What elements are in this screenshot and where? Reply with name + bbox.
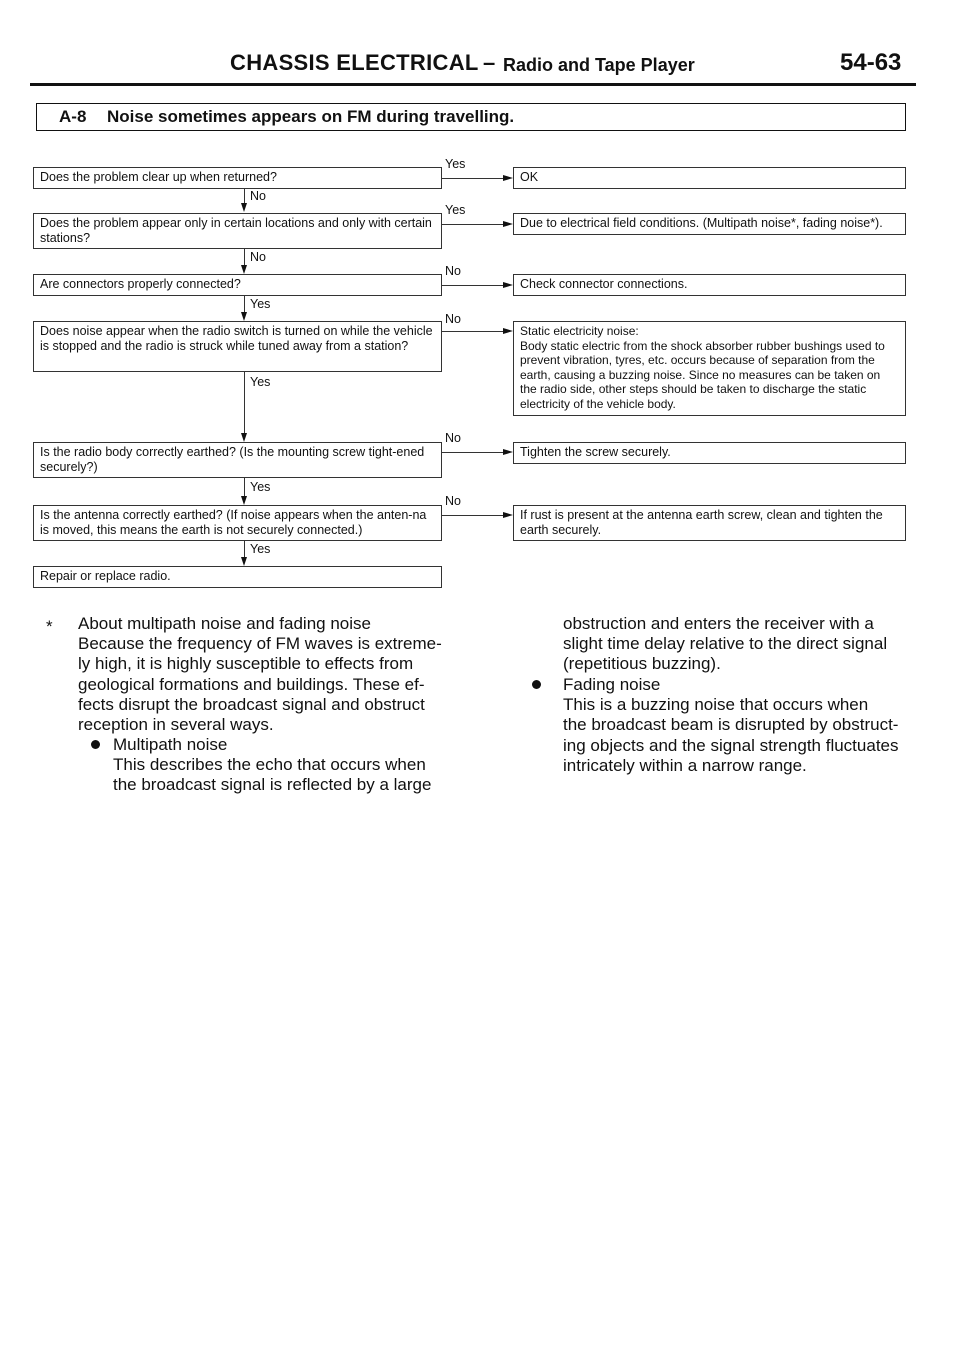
notes-line: (repetitious buzzing). <box>563 654 721 674</box>
result-box-4 <box>513 321 906 416</box>
branch-label-no-1: No <box>250 189 266 203</box>
notes-fading <box>563 675 899 776</box>
connector-h3 <box>442 285 504 286</box>
notes-line: reception in several ways. <box>78 715 274 735</box>
arrow-down-icon <box>241 312 247 321</box>
notes-line: ly high, it is highly susceptible to effects from <box>78 654 414 674</box>
procedure-code: A-8 <box>59 107 87 126</box>
connector-v1 <box>244 189 245 203</box>
question-box-3: Are connectors properly connected? <box>33 274 442 296</box>
branch-label-no-2: No <box>250 250 266 264</box>
question-box-4: Does noise appear when the radio switch is turned on while the vehicle is stopped and the radio is struck while tuned away from a station? <box>33 321 442 372</box>
header-rule <box>30 83 916 86</box>
notes-line: the broadcast signal is reflected by a large <box>113 775 432 795</box>
result-box-3: Check connector connections. <box>513 274 906 296</box>
connector-h2 <box>442 224 504 225</box>
connector-v4 <box>244 372 245 433</box>
arrow-right-icon <box>503 328 513 334</box>
subsection-title: Radio and Tape Player <box>503 55 695 75</box>
question-box-2: Does the problem appear only in certain locations and only with certain stations? <box>33 213 442 249</box>
connector-v5 <box>244 478 245 496</box>
notes-line: About multipath noise and fading noise <box>78 614 371 633</box>
branch-label-yes-4: Yes <box>250 375 271 389</box>
page-number: 54-63 <box>840 49 902 76</box>
notes-line: Because the frequency of FM waves is extreme- <box>78 634 442 654</box>
multipath-title: Multipath noise <box>113 735 228 754</box>
result-box-1: OK <box>513 167 906 189</box>
notes-line: This is a buzzing noise that occurs when <box>563 695 869 715</box>
arrow-down-icon <box>241 203 247 212</box>
connector-h5 <box>442 452 504 453</box>
branch-label-no-3: No <box>445 264 461 278</box>
final-action-box: Repair or replace radio. <box>33 566 442 588</box>
connector-h4 <box>442 331 504 332</box>
notes-right-cont <box>563 614 887 675</box>
bullet-icon <box>91 740 100 749</box>
arrow-right-icon <box>503 512 513 518</box>
section-title: CHASSIS ELECTRICAL <box>230 50 479 75</box>
notes-multipath <box>113 735 431 796</box>
notes-line: geological formations and buildings. These ef- <box>78 674 425 694</box>
branch-label-yes-2: Yes <box>445 203 466 217</box>
footnote-asterisk: * <box>46 617 53 636</box>
result-box-5: Tighten the screw securely. <box>513 442 906 464</box>
arrow-down-icon <box>241 265 247 274</box>
connector-v3 <box>244 296 245 312</box>
static-noise-text: Body static electric from the shock absorber rubber bushings used to prevent vibration, tyres, etc. occurs because of separation from the earth, causing a buzzing noise. Since no measures can be taken on the radio side, other steps should be taken to discharge the static electricity of the vehicle body. <box>520 338 885 411</box>
arrow-right-icon <box>503 449 513 455</box>
procedure-title: Noise sometimes appears on FM during travelling. <box>107 107 515 126</box>
connector-h6 <box>442 515 504 516</box>
branch-label-no-6: No <box>445 494 461 508</box>
fading-title: Fading noise <box>563 675 661 694</box>
branch-label-no-4: No <box>445 312 461 326</box>
notes-left-intro <box>78 614 442 735</box>
branch-label-yes-1: Yes <box>445 157 466 171</box>
arrow-down-icon <box>241 496 247 505</box>
notes-line: slight time delay relative to the direct signal <box>563 634 888 654</box>
notes-line: ing objects and the signal strength fluctuates <box>563 735 899 755</box>
connector-v2 <box>244 249 245 265</box>
arrow-right-icon <box>503 175 513 181</box>
title-dash: – <box>483 50 496 75</box>
arrow-down-icon <box>241 433 247 442</box>
arrow-right-icon <box>503 221 513 227</box>
question-box-6: Is the antenna correctly earthed? (If noise appears when the anten-na is moved, this means the earth is not securely connected.) <box>33 505 442 541</box>
question-box-5: Is the radio body correctly earthed? (Is the mounting screw tight-ened securely?) <box>33 442 442 478</box>
notes-line: intricately within a narrow range. <box>563 755 807 775</box>
branch-label-yes-3: Yes <box>250 297 271 311</box>
notes-line: fects disrupt the broadcast signal and obstruct <box>78 694 425 714</box>
procedure-banner <box>36 103 906 131</box>
branch-label-yes-5: Yes <box>250 480 271 494</box>
arrow-right-icon <box>503 282 513 288</box>
question-box-1: Does the problem clear up when returned? <box>33 167 442 189</box>
bullet-icon <box>532 680 541 689</box>
notes-line: This describes the echo that occurs when <box>113 755 426 775</box>
static-noise-title: Static electricity noise: <box>520 324 639 338</box>
connector-h1 <box>442 178 504 179</box>
branch-label-no-5: No <box>445 431 461 445</box>
arrow-down-icon <box>241 557 247 566</box>
result-box-2: Due to electrical field conditions. (Multipath noise*, fading noise*). <box>513 213 906 235</box>
notes-line: the broadcast beam is disrupted by obstruct- <box>563 715 899 735</box>
branch-label-yes-6: Yes <box>250 542 271 556</box>
result-box-6: If rust is present at the antenna earth screw, clean and tighten the earth securely. <box>513 505 906 541</box>
notes-line: obstruction and enters the receiver with a <box>563 614 874 633</box>
connector-v6 <box>244 541 245 557</box>
